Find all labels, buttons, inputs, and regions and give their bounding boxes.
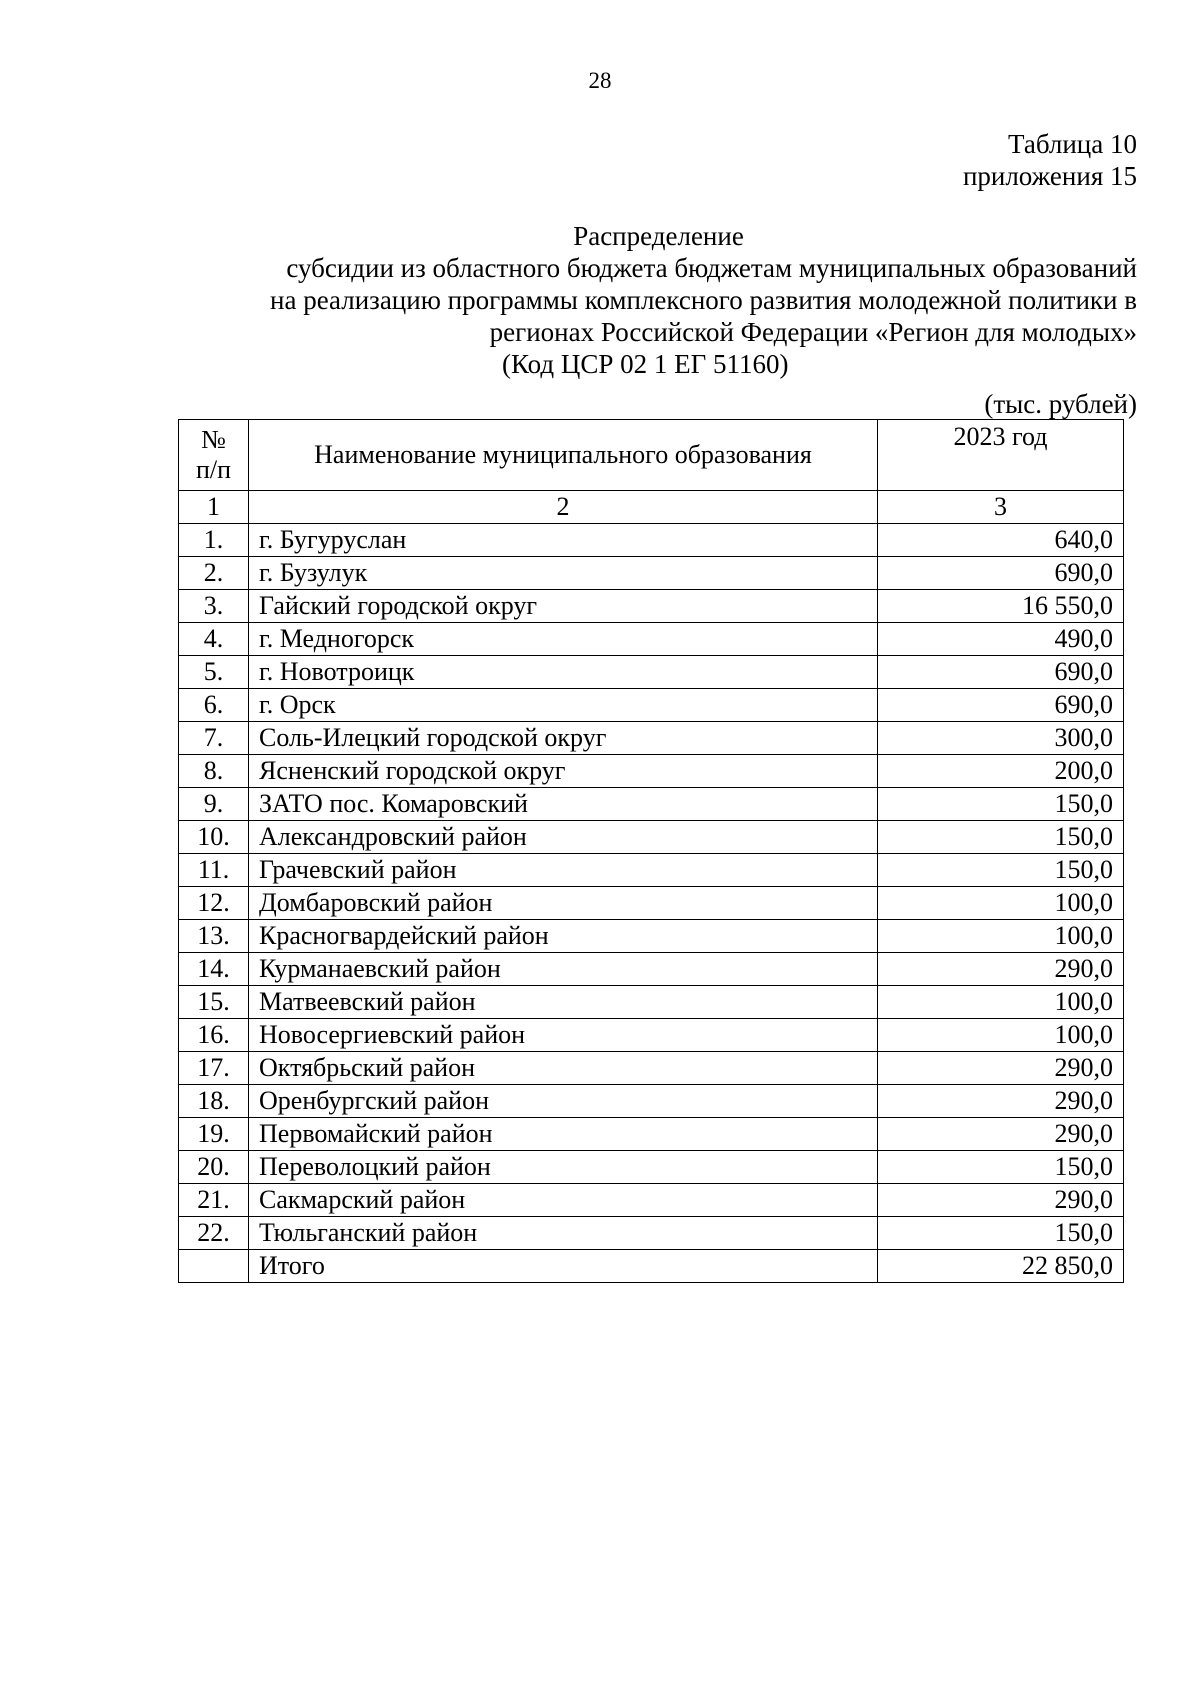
column-number-1: 1: [179, 491, 249, 524]
table-row: [179, 755, 1124, 788]
table-row: [179, 1118, 1124, 1151]
municipality-name: Матвеевский район: [249, 986, 878, 1019]
municipality-name: Домбаровский район: [249, 887, 878, 920]
municipality-name: г. Орск: [249, 689, 878, 722]
row-number: 17.: [179, 1052, 249, 1085]
row-number: 16.: [179, 1019, 249, 1052]
table-row: [179, 1184, 1124, 1217]
row-number: 7.: [179, 722, 249, 755]
row-number: [179, 1250, 249, 1283]
subsidy-value: 300,0: [878, 722, 1124, 755]
table-row: [179, 920, 1124, 953]
document-title: [180, 220, 1137, 380]
municipality-name: г. Медногорск: [249, 623, 878, 656]
municipality-name: Итого: [249, 1250, 878, 1283]
table-row: [179, 623, 1124, 656]
subsidy-value: 290,0: [878, 1085, 1124, 1118]
table-row: [179, 524, 1124, 557]
row-number: 9.: [179, 788, 249, 821]
header-year-cell: 2023 год: [878, 420, 1124, 491]
subsidy-value: 690,0: [878, 689, 1124, 722]
title-line4: регионах Российской Федерации «Регион для молодых»: [489, 317, 1137, 347]
subsidy-value: 22 850,0: [878, 1250, 1124, 1283]
table-row: [179, 1217, 1124, 1250]
row-number: 14.: [179, 953, 249, 986]
subsidy-value: 150,0: [878, 1217, 1124, 1250]
subsidy-value: 290,0: [878, 1052, 1124, 1085]
municipality-name: Курманаевский район: [249, 953, 878, 986]
municipality-name: Первомайский район: [249, 1118, 878, 1151]
row-number: 4.: [179, 623, 249, 656]
table-row: [179, 1052, 1124, 1085]
title-code-line: (Код ЦСР 02 1 ЕГ 51160): [502, 349, 789, 379]
row-number: 8.: [179, 755, 249, 788]
municipality-name: г. Новотроицк: [249, 656, 878, 689]
subsidy-value: 100,0: [878, 887, 1124, 920]
table-reference: [780, 128, 1137, 192]
municipality-name: Новосергиевский район: [249, 1019, 878, 1052]
row-number: 13.: [179, 920, 249, 953]
row-number: 5.: [179, 656, 249, 689]
municipality-name: Октябрьский район: [249, 1052, 878, 1085]
municipality-name: Александровский район: [249, 821, 878, 854]
row-number: 10.: [179, 821, 249, 854]
municipality-name: Грачевский район: [249, 854, 878, 887]
row-number: 6.: [179, 689, 249, 722]
row-number: 20.: [179, 1151, 249, 1184]
header-number-sign: №: [201, 425, 226, 454]
page-number: 28: [588, 68, 612, 93]
subsidy-value: 690,0: [878, 557, 1124, 590]
municipality-name: г. Бузулук: [249, 557, 878, 590]
table-row: [179, 590, 1124, 623]
subsidy-value: 290,0: [878, 1184, 1124, 1217]
table-row: [179, 788, 1124, 821]
subsidy-value: 150,0: [878, 788, 1124, 821]
row-number: 1.: [179, 524, 249, 557]
units-label: (тыс. рублей): [984, 389, 1137, 419]
municipality-name: Красногвардейский район: [249, 920, 878, 953]
row-number: 3.: [179, 590, 249, 623]
municipality-name: Сакмарский район: [249, 1184, 878, 1217]
subsidy-value: 100,0: [878, 920, 1124, 953]
title-line2: субсидии из областного бюджета бюджетам муниципальных образований: [286, 253, 1137, 283]
row-number: 18.: [179, 1085, 249, 1118]
subsidy-value: 200,0: [878, 755, 1124, 788]
header-name-cell: Наименование муниципального образования: [249, 420, 878, 491]
subsidy-value: 490,0: [878, 623, 1124, 656]
municipality-name: Тюльганский район: [249, 1217, 878, 1250]
row-number: 22.: [179, 1217, 249, 1250]
subsidy-value: 16 550,0: [878, 590, 1124, 623]
title-line1: Распределение: [573, 221, 744, 251]
table-row: [179, 557, 1124, 590]
table-row: [179, 887, 1124, 920]
table-row: [179, 656, 1124, 689]
table-reference-line2: приложения 15: [962, 161, 1137, 191]
table-reference-line1: Таблица 10: [1008, 129, 1137, 159]
table-row: [179, 1085, 1124, 1118]
subsidy-value: 150,0: [878, 854, 1124, 887]
distribution-table: [178, 419, 1124, 1283]
header-number-abbr: п/п: [195, 455, 232, 484]
row-number: 15.: [179, 986, 249, 1019]
municipality-name: Переволоцкий район: [249, 1151, 878, 1184]
column-number-2: 2: [249, 491, 878, 524]
column-numbers-row: [179, 491, 1124, 524]
row-number: 12.: [179, 887, 249, 920]
total-row: [179, 1250, 1124, 1283]
municipality-name: Соль-Илецкий городской округ: [249, 722, 878, 755]
header-number-cell: [179, 420, 249, 491]
subsidy-value: 150,0: [878, 1151, 1124, 1184]
table-row: [179, 953, 1124, 986]
table-row: [179, 722, 1124, 755]
table-row: [179, 1019, 1124, 1052]
column-number-3: 3: [878, 491, 1124, 524]
subsidy-value: 150,0: [878, 821, 1124, 854]
table-row: [179, 689, 1124, 722]
municipality-name: Оренбургский район: [249, 1085, 878, 1118]
table-row: [179, 821, 1124, 854]
row-number: 2.: [179, 557, 249, 590]
table-row: [179, 1151, 1124, 1184]
table-header-row: [179, 420, 1124, 491]
table-row: [179, 986, 1124, 1019]
subsidy-value: 100,0: [878, 986, 1124, 1019]
title-line3: на реализацию программы комплексного развития молодежной политики в: [270, 285, 1137, 315]
row-number: 11.: [179, 854, 249, 887]
municipality-name: ЗАТО пос. Комаровский: [249, 788, 878, 821]
subsidy-value: 100,0: [878, 1019, 1124, 1052]
subsidy-value: 290,0: [878, 1118, 1124, 1151]
table-row: [179, 854, 1124, 887]
row-number: 19.: [179, 1118, 249, 1151]
municipality-name: г. Бугуруслан: [249, 524, 878, 557]
municipality-name: Ясненский городской округ: [249, 755, 878, 788]
municipality-name: Гайский городской округ: [249, 590, 878, 623]
subsidy-value: 690,0: [878, 656, 1124, 689]
subsidy-value: 640,0: [878, 524, 1124, 557]
subsidy-value: 290,0: [878, 953, 1124, 986]
row-number: 21.: [179, 1184, 249, 1217]
